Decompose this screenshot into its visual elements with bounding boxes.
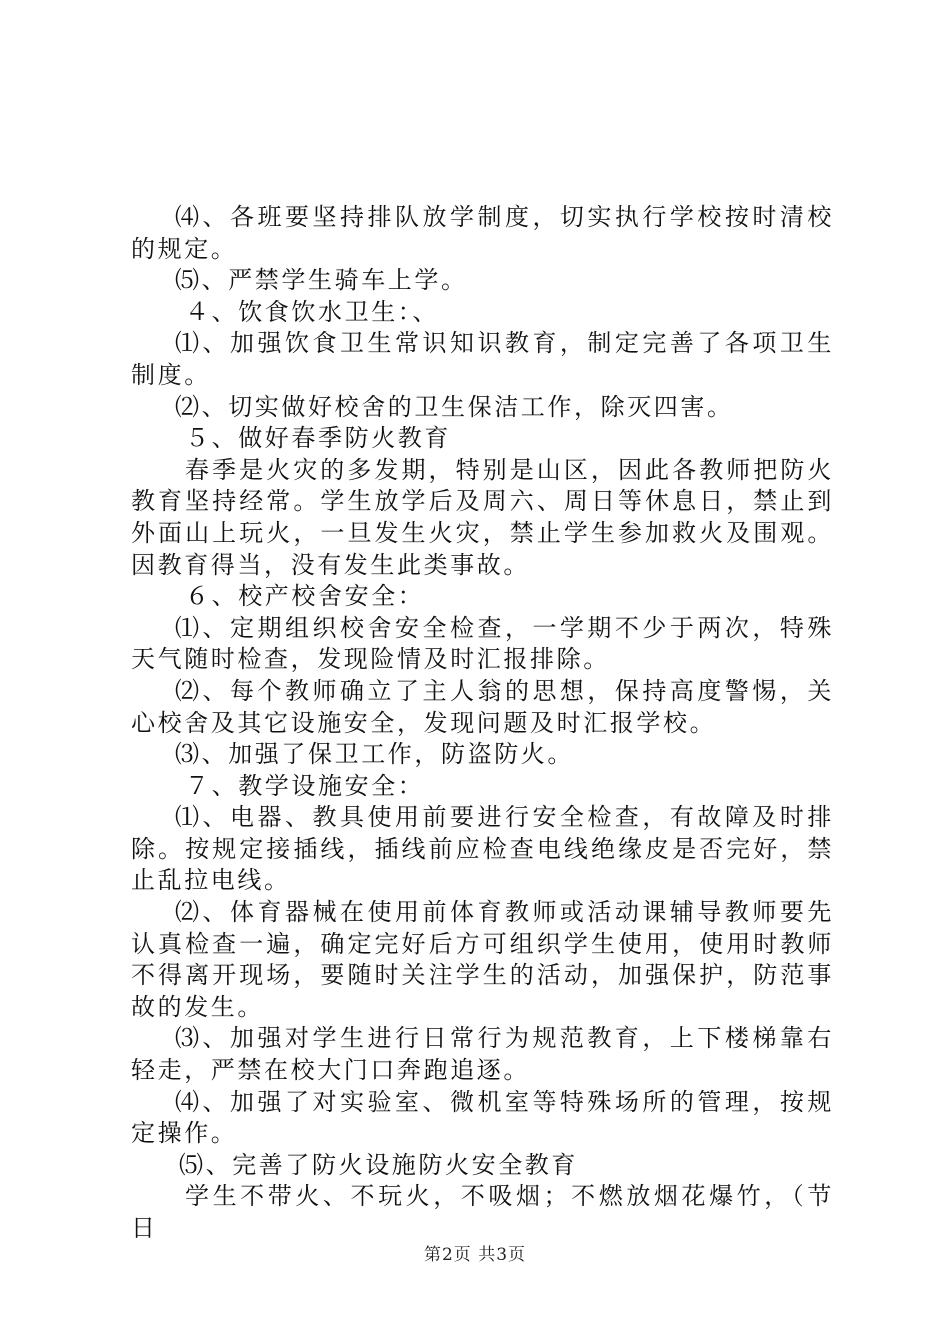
page-footer: 第2页 共3页 — [423, 1245, 527, 1265]
heading-school-property-safety: ６、校产校舍安全： — [185, 582, 425, 611]
paragraph-behavior-education: ⑶、加强对学生进行日常行为规范教育，上下楼梯靠右轻走，严禁在校大门口奔跑追逐。 — [131, 1024, 834, 1085]
paragraph-no-fire-students: 学生不带火、不玩火，不吸烟；不燃放烟花爆竹，（节日 — [131, 1182, 834, 1242]
paragraph-no-bike: ⑸、严禁学生骑车上学。 — [175, 266, 468, 295]
paragraph-security: ⑶、加强了保卫工作，防盗防火。 — [175, 740, 574, 769]
paragraph-fire-facilities: ⑸、完善了防火设施防火安全教育 — [179, 1150, 578, 1179]
heading-teaching-facilities-safety: ７、教学设施安全： — [185, 771, 425, 800]
paragraph-electrical-safety: ⑴、电器、教具使用前要进行安全检查，有故障及时排除。按规定接插线，插线前应检查电线绝缘皮是否完好，禁止乱拉电线。 — [131, 803, 834, 895]
paragraph-lab-management: ⑷、加强了对实验室、微机室等特殊场所的管理，按规定操作。 — [131, 1087, 834, 1148]
paragraph-dismissal-queue: ⑷、各班要坚持排队放学制度，切实执行学校按时清校的规定。 — [131, 203, 834, 263]
heading-food-water-hygiene: ４、饮食饮水卫生：、 — [185, 297, 439, 326]
document-body — [131, 202, 834, 1245]
paragraph-food-hygiene-education: ⑴、加强饮食卫生常识知识教育，制定完善了各项卫生制度。 — [131, 329, 834, 389]
paragraph-cleaning: ⑵、切实做好校舍的卫生保洁工作，除灭四害。 — [175, 392, 734, 421]
paragraph-teacher-vigilance: ⑵、每个教师确立了主人翁的思想，保持高度警惕，关心校舍及其它设施安全，发现问题及时汇报学校。 — [131, 676, 834, 737]
heading-spring-fire-education: ５、做好春季防火教育 — [185, 424, 451, 453]
paragraph-building-inspection: ⑴、定期组织校舍安全检查，一学期不少于两次，特殊天气随时检查，发现险情及时汇报排除。 — [131, 613, 834, 674]
paragraph-spring-fire: 春季是火灾的多发期，特别是山区，因此各教师把防火教育坚持经常。学生放学后及周六、周日等休息日，禁止到外面山上玩火，一旦发生火灾，禁止学生参加救火及围观。因教育得当，没有发生此类事故。 — [131, 455, 834, 579]
paragraph-sports-equipment: ⑵、体育器械在使用前体育教师或活动课辅导教师要先认真检查一遍，确定完好后方可组织学生使用，使用时教师不得离开现场，要随时关注学生的活动，加强保护，防范事故的发生。 — [131, 898, 834, 1021]
